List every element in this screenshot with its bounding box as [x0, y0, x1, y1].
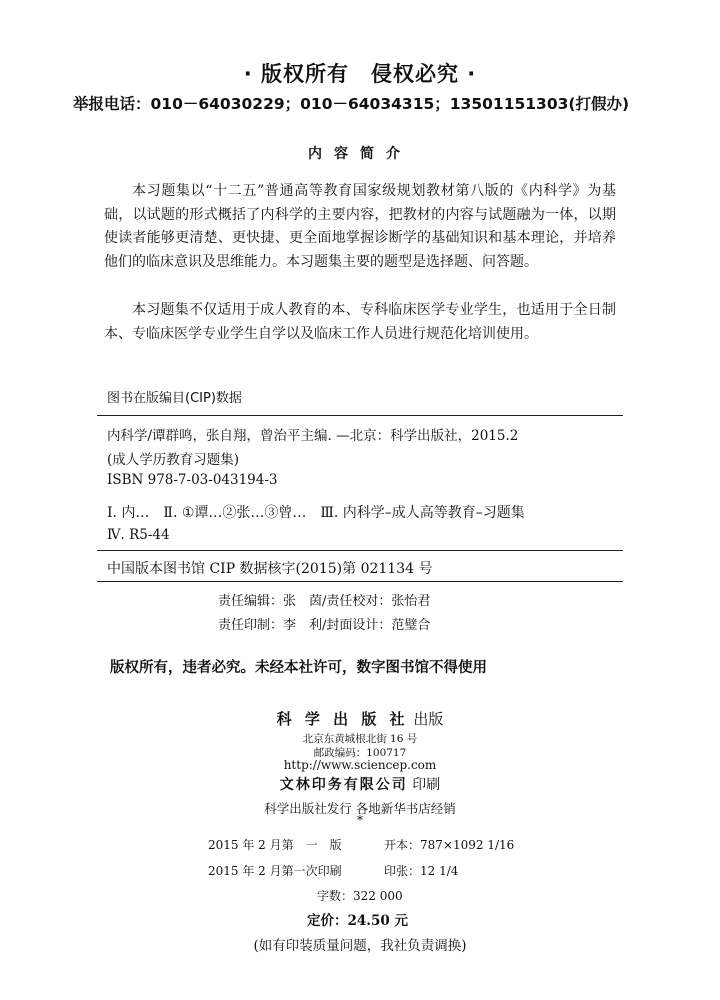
cip-line-title: 内科学/谭群鸣，张自翔，曾治平主编. —北京：科学出版社，2015.2 [107, 428, 519, 444]
cip-line-call-number: Ⅳ. R5-44 [107, 527, 170, 543]
edition-first: 2015 年 2 月第 一 版 [208, 838, 342, 852]
separator-asterisk: * [357, 813, 363, 827]
cip-verification: 中国版本图书馆 CIP 数据核字(2015)第 021134 号 [107, 561, 433, 577]
printer-line [0, 774, 720, 794]
edition-price: 定价：24.50 元 [307, 913, 408, 929]
publisher-website: http://www.sciencep.com [283, 758, 437, 772]
copyright-title: · 版权所有 侵权必究 · [243, 62, 477, 86]
intro-paragraph-1: 本习题集以“十二五”普通高等教育国家级规划教材第八版的《内科学》为基础，以试题的形式概括了内科学的主要内容，把教材的内容与试题融为一体，以期使读者能够更清楚、更快捷、更全面地掌握诊断学的基础知识和基本理论，并培养他们的临床意识及思维能力。本习题集主要的题型是选择题、问答题。 [104, 183, 616, 270]
cip-line-series: (成人学历教育习题集) [107, 452, 240, 468]
cip-top-rule [97, 415, 623, 416]
publisher-address: 北京东黄城根北街 16 号 [302, 733, 418, 745]
cip-label: 图书在版编目(CIP)数据 [107, 391, 242, 406]
printer-name: 文林印务有限公司 [279, 777, 408, 793]
intro-title: 内容简介 [308, 146, 412, 162]
distribution-line: 科学出版社发行 各地新华书店经销 [264, 801, 456, 816]
usage-notice: 版权所有，违者必究。未经本社许可，数字图书馆不得使用 [110, 660, 487, 676]
publisher-line [0, 708, 720, 729]
edition-format: 开本：787×1092 1/16 [384, 838, 515, 852]
cip-line-isbn: ISBN 978-7-03-043194-3 [107, 472, 278, 488]
report-hotline: 举报电话：010－64030229；010－64034315；13501151303(打假办) [73, 95, 630, 113]
staff-printing: 责任印制：李 利/封面设计：范璧合 [218, 618, 431, 633]
cip-mid-rule [97, 550, 623, 551]
quality-return-note: (如有印装质量问题，我社负责调换) [253, 938, 467, 954]
publisher-name: 科 学 出 版 社 [276, 710, 409, 728]
staff-editor: 责任编辑：张 茵/责任校对：张怡君 [218, 594, 431, 609]
edition-word-count: 字数：322 000 [317, 889, 403, 903]
intro-paragraph-2: 本习题集不仅适用于成人教育的本、专科临床医学专业学生，也适用于全日制本、专临床医学专业学生自学以及临床工作人员进行规范化培训使用。 [104, 302, 616, 342]
cip-bottom-rule [97, 581, 623, 582]
printer-role: 印刷 [412, 777, 441, 793]
publisher-postcode: 邮政编码：100717 [313, 747, 407, 759]
edition-sheets: 印张：12 1/4 [384, 864, 459, 878]
cip-line-classification: Ⅰ. 内… Ⅱ. ①谭…②张…③曾… Ⅲ. 内科学–成人高等教育–习题集 [107, 505, 525, 521]
publisher-role: 出版 [413, 710, 444, 728]
edition-first-print: 2015 年 2 月第一次印刷 [208, 864, 342, 878]
